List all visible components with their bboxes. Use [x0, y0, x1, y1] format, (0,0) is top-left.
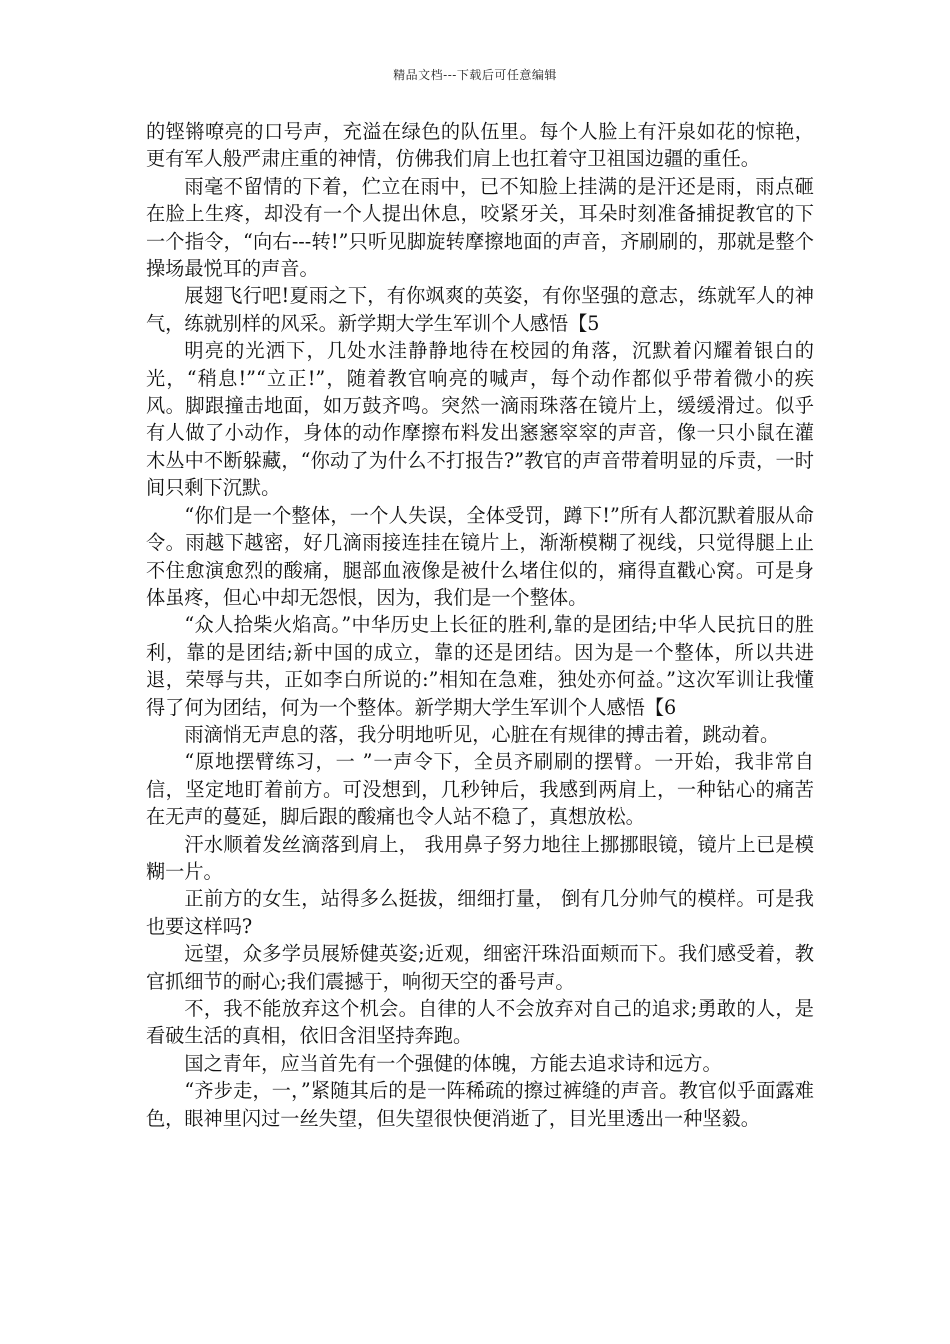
paragraph-11: 远望，众多学员展矫健英姿;近观，细密汗珠沿面颊而下。我们感受着，教官抓细节的耐心;我们震撼于，响彻天空的番号声。 — [146, 942, 814, 993]
paragraph-1: 的铿锵嘹亮的口号声，充溢在绿色的队伍里。每个人脸上有汗泉如花的惊艳，更有军人般严肃庄重的神情，仿佛我们肩上也扛着守卫祖国边疆的重任。 — [146, 120, 814, 171]
paragraph-7: 雨滴悄无声息的落，我分明地听见，心脏在有规律的搏击着，跳动着。 — [184, 722, 780, 746]
paragraph-10: 正前方的女生，站得多么挺拔，细细打量， 倒有几分帅气的模样。可是我也要这样吗? — [146, 887, 814, 938]
paragraph-8: “原地摆臂练习，一 ”一声令下，全员齐刷刷的摆臂。一开始，我非常自信，坚定地盯着前方。可没想到，几秒钟后，我感到两肩上，一种钻心的痛苦在无声的蔓延，脚后跟的酸痛也令人站不稳了，真想放松。 — [146, 750, 814, 829]
paragraph-9: 汗水顺着发丝滴落到肩上， 我用鼻子努力地往上挪挪眼镜，镜片上已是模糊一片。 — [146, 832, 814, 883]
paragraph-13: 国之青年，应当首先有一个强健的体魄，方能去追求诗和远方。 — [184, 1051, 722, 1075]
paragraph-6: “众人拾柴火焰高。”中华历史上长征的胜利,靠的是团结;中华人民抗日的胜利，靠的是团结;新中国的成立，靠的还是团结。因为是一个整体，所以共进退，荣辱与共，正如李白所说的:”相知在急难，独处亦何益。”这次军训让我懂得了何为团结，何为一个整体。新学期大学生军训个人感悟【6 — [146, 613, 814, 719]
document-body — [146, 118, 814, 1132]
page-header: 精品文档---下载后可任意编辑 — [393, 68, 557, 82]
paragraph-2: 雨毫不留情的下着，伫立在雨中，已不知脸上挂满的是汗还是雨，雨点砸在脸上生疼，却没有一个人提出休息，咬紧牙关，耳朵时刻准备捕捉教官的下一个指令，“向右---转!”只听见脚旋转摩擦地面的声音，齐刷刷的，那就是整个操场最悦耳的声音。 — [146, 174, 814, 281]
paragraph-5: “你们是一个整体，一个人失误，全体受罚，蹲下!”所有人都沉默着服从命令。雨越下越密，好几滴雨接连挂在镜片上，渐渐模糊了视线，只觉得腿上止不住愈演愈烈的酸痛，腿部血液像是被什么堵住似的，痛得直戳心窝。可是身体虽疼，但心中却无怨恨，因为，我们是一个整体。 — [146, 503, 814, 609]
paragraph-12: 不，我不能放弃这个机会。自律的人不会放弃对自己的追求;勇敢的人，是看破生活的真相，依旧含泪坚持奔跑。 — [146, 997, 814, 1048]
paragraph-4: 明亮的光洒下，几处水洼静静地待在校园的角落，沉默着闪耀着银白的光，“稍息!”“立正!”，随着教官响亮的喊声，每个动作都似乎带着微小的疾风。脚跟撞击地面，如万鼓齐鸣。突然一滴雨珠落在镜片上，缓缓滑过。似乎有人做了小动作，身体的动作摩擦布料发出窸窸窣窣的声音，像一只小鼠在灌木丛中不断躲藏，“你动了为什么不打报告?”教官的声音带着明显的斥责，一时间只剩下沉默。 — [146, 339, 814, 500]
paragraph-3: 展翅飞行吧!夏雨之下，有你飒爽的英姿，有你坚强的意志，练就军人的神气，练就别样的风采。新学期大学生军训个人感悟【5 — [146, 284, 814, 335]
paragraph-14: “齐步走，一，”紧随其后的是一阵稀疏的擦过裤缝的声音。教官似乎面露难色，眼神里闪过一丝失望，但失望很快便消逝了，目光里透出一种坚毅。 — [146, 1079, 814, 1130]
